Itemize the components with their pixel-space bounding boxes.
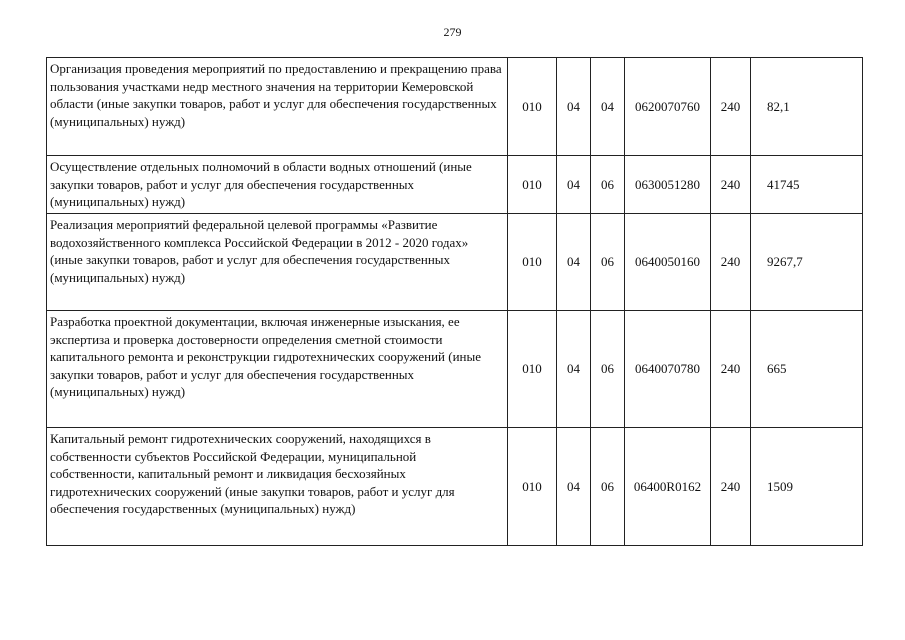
ministry-code: 010 <box>508 311 557 428</box>
expense-type-code: 240 <box>711 311 751 428</box>
table-row <box>47 58 863 156</box>
ministry-code: 010 <box>508 58 557 156</box>
ministry-code: 010 <box>508 214 557 311</box>
table-row <box>47 214 863 311</box>
amount: 9267,7 <box>751 214 863 311</box>
amount: 82,1 <box>751 58 863 156</box>
target-article-code: 0630051280 <box>625 156 711 214</box>
page-number: 279 <box>443 25 462 39</box>
row-description: Осуществление отдельных полномочий в области водных отношений (иные закупки товаров, работ и услуг для обеспечения государственных (муниципальных) нужд) <box>47 156 508 214</box>
subsection-code: 04 <box>591 58 625 156</box>
target-article-code: 06400R0162 <box>625 428 711 546</box>
section-code: 04 <box>557 156 591 214</box>
subsection-code: 06 <box>591 156 625 214</box>
section-code: 04 <box>557 214 591 311</box>
target-article-code: 0640050160 <box>625 214 711 311</box>
expense-type-code: 240 <box>711 214 751 311</box>
section-code: 04 <box>557 428 591 546</box>
section-code: 04 <box>557 311 591 428</box>
table-row <box>47 428 863 546</box>
amount: 665 <box>751 311 863 428</box>
ministry-code: 010 <box>508 156 557 214</box>
section-code: 04 <box>557 58 591 156</box>
subsection-code: 06 <box>591 428 625 546</box>
row-description: Организация проведения мероприятий по предоставлению и прекращению права пользования участками недр местного значения на территории Кемеровской области (иные закупки товаров, работ и услуг для обеспечения государственных (муниципальных) нужд) <box>47 58 508 156</box>
expense-type-code: 240 <box>711 58 751 156</box>
expense-type-code: 240 <box>711 428 751 546</box>
expense-type-code: 240 <box>711 156 751 214</box>
target-article-code: 0620070760 <box>625 58 711 156</box>
ministry-code: 010 <box>508 428 557 546</box>
target-article-code: 0640070780 <box>625 311 711 428</box>
table-row <box>47 311 863 428</box>
budget-table <box>46 57 863 546</box>
amount: 41745 <box>751 156 863 214</box>
row-description: Капитальный ремонт гидротехнических сооружений, находящихся в собственности субъектов Российской Федерации, муниципальной собственности, капитальный ремонт и ликвидация бесхозяйных гидротехнических сооружений (иные закупки товаров, работ и услуг для обеспечения государственных (муниципальных) нужд) <box>47 428 508 546</box>
subsection-code: 06 <box>591 214 625 311</box>
row-description: Разработка проектной документации, включая инженерные изыскания, ее экспертиза и проверка достоверности определения сметной стоимости капитального ремонта и реконструкции гидротехнических сооружений (иные закупки товаров, работ и услуг для обеспечения государственных (муниципальных) нужд) <box>47 311 508 428</box>
row-description: Реализация мероприятий федеральной целевой программы «Развитие водохозяйственного комплекса Российской Федерации в 2012 - 2020 годах» (иные закупки товаров, работ и услуг для обеспечения государственных (муниципальных) нужд) <box>47 214 508 311</box>
table-row <box>47 156 863 214</box>
subsection-code: 06 <box>591 311 625 428</box>
amount: 1509 <box>751 428 863 546</box>
